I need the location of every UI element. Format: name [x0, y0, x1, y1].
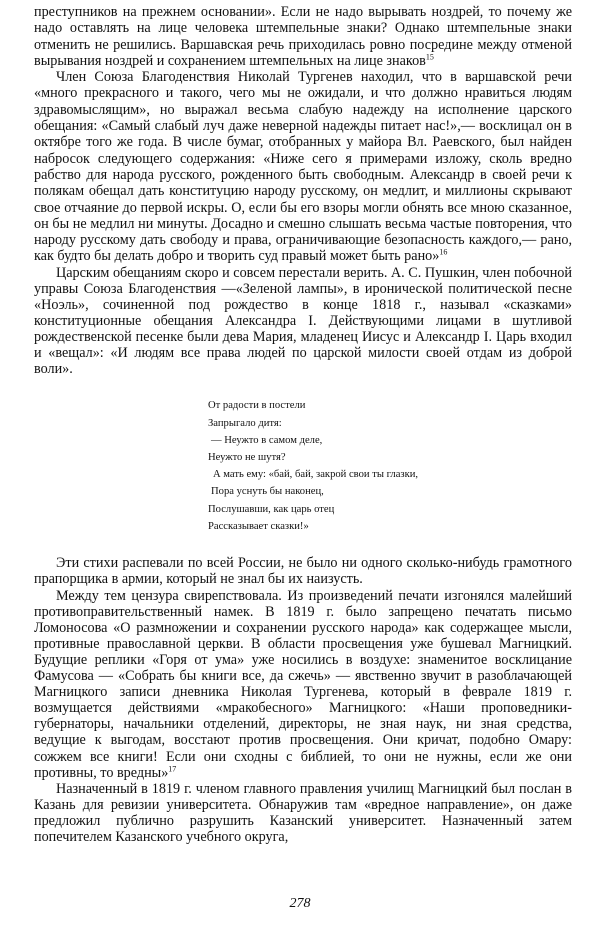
paragraph-text: Между тем цензура свирепствовала. Из произведений печати изгонялся малейший противоправительственный намек. В 1819 г. было запрещено печатать письмо Ломоносова «О размножении и сохранении русского народа» как содержащее мысли, противные православной церкви. В области просвещения уже бушевал Магницкий. Будущие реплики «Горя от ума» уже носились в воздухе: знаменитое восклицание Фамусова — «Собрать бы книги все, да сжечь» — явственно звучит в разоблачающей Магницкого записи дневника Николая Тургенева, который в феврале 1819 г. возмущается действиями «мракобесного» Магницкого: «Наши проповедники-губернаторы, начальники отделений, директоры, не зная наук, ни зная средства, ведущие к выгодам, восстают против просвещения. Они кричат, подобно Омару: сожжем все книги! Если они сходны с библией, то они не нужны, если же они противны, то вредны» — [34, 587, 572, 781]
paragraph — [34, 781, 572, 845]
paragraph — [34, 555, 572, 588]
text-block-bottom — [34, 555, 572, 845]
footnote-ref: 15 — [425, 52, 434, 62]
poem-line: Рассказывает сказки!» — [208, 520, 309, 532]
poem-line: — Неужто в самом деле, — [211, 434, 323, 446]
paragraph — [34, 588, 572, 781]
poem-excerpt — [208, 397, 572, 535]
paragraph-text: Царским обещаниям скоро и совсем перестали верить. А. С. Пушкин, член побочной управы Союза Благоденствия —«Зеленой лампы», в иронической политической песне «Ноэль», сочиненной под рождество в конце 1818 г., называл «сказками» конституционные обещания Александра I. Действующими лицами в шутливой рождественской песенке были дева Мария, младенец Иисус и Александр I. Царь входил и «вещал»: «И людям все права людей по царской милости своей отдам из доброй воли». — [34, 264, 572, 378]
paragraph — [34, 69, 572, 265]
poem-line: Запрыгало дитя: — [208, 417, 282, 429]
poem-line: А мать ему: «бай, бай, закрой свои ты глазки, — [213, 469, 419, 481]
paragraph — [34, 265, 572, 378]
paragraph-text: Эти стихи распевали по всей России, не было ни одного сколько-нибудь грамотного прапорщика в армии, который не знал бы их наизусть. — [34, 555, 572, 588]
poem-line: От радости в постели — [208, 400, 306, 412]
page-number: 278 — [289, 896, 311, 911]
paragraph-text: Член Союза Благоденствия Николай Тургенев находил, что в варшавской речи «много прекрасного и такого, чего мы не ожидали, и что должно нравиться людям здравомыслящим», но выражал весьма слабую надежду на исполнение царского обещания: «Самый слабый луч даже неверной надежды питает нас!»,— восклицал он в октябре того же года. В числе бумаг, отобранных у майора Вл. Раевского, был найден набросок следующего содержания: «Ниже сего я примерами изложу, сколь вредно рабство для народа русского, рожденного быть свободным. Александр в своей речи к полякам обещал дать конституцию народу русскому, он медлит, и миллионы скрывают свое отчаяние до первой искры. О, если бы его взоры могли обнять все мною сказанное, он бы не медлил ни минуты. Досадно и смешно слышать весьма частые повторения, что народу русскому дать свободу и права, ограничивающие безопасность каждого,— рано, как будто бы делать добро и творить суд правый может быть рано» — [34, 69, 572, 265]
paragraph-text: преступников на прежнем основании». Если не надо вырывать ноздрей, то почему же надо оставлять на лице человека штемпельные знаки? Однако штемпельные знаки отменить не решились. Варшавская речь приходилась ровно посредине между отменой вырывания ноздрей и сохранением штемпельных на лице знаков — [34, 4, 572, 69]
poem-line: Пора уснуть бы наконец, — [211, 486, 324, 498]
text-block-top — [34, 4, 572, 377]
paragraph — [34, 4, 572, 69]
poem-line: Послушавши, как царь отец — [208, 503, 335, 515]
footnote-ref: 16 — [439, 247, 448, 257]
paragraph-text: Назначенный в 1819 г. членом главного правления училищ Магницкий был послан в Казань для ревизии университета. Обнаружив там «вредное направление», он даже предложил публично разрушить Казанский университет. Назначенный затем попечителем Казанского учебного округа, — [34, 780, 572, 846]
footnote-ref: 17 — [168, 763, 177, 773]
poem-line: Неужто не шутя? — [208, 452, 286, 464]
